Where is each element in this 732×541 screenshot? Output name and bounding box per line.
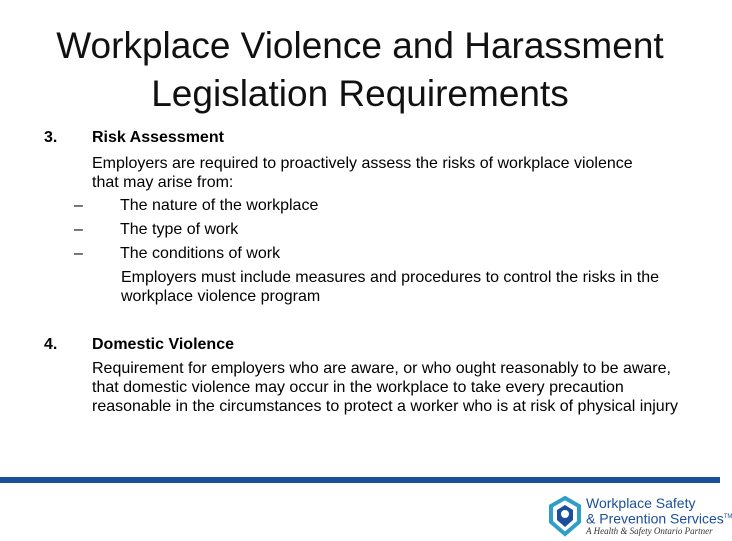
footer-rule — [0, 477, 720, 483]
slide-title — [30, 22, 690, 118]
wsps-logo — [548, 495, 732, 540]
logo-tagline: A Health & Safety Ontario Partner — [586, 526, 713, 536]
wsps-emblem-icon — [548, 496, 582, 536]
item-text-domestic-violence: Requirement for employers who are aware, or who ought reasonably to be aware, that domestic violence may occur in the workplace to take every precaution reasonable in the circumstances to protect a worker who is at risk of physical injury — [92, 360, 679, 415]
bullet-item: The nature of the workplace — [120, 197, 319, 214]
bullet-item: The conditions of work — [120, 245, 281, 262]
item-heading-domestic-violence: Domestic Violence — [92, 336, 234, 353]
title-line-1: Workplace Violence and Harassment — [56, 25, 664, 66]
logo-line-2-text: & Prevention Services — [586, 510, 724, 527]
bullet-item: The type of work — [120, 221, 239, 238]
item-number-3: 3. — [44, 129, 58, 146]
bullet-dash: – — [74, 221, 83, 238]
risk-assessment-note: Employers must include measures and procedures to control the risks in the workplace violence program — [121, 269, 660, 305]
logo-line-1: Workplace Safety — [586, 495, 696, 511]
logo-line-2 — [586, 510, 732, 526]
bullet-dash: – — [74, 197, 83, 214]
item-heading-risk-assessment: Risk Assessment — [92, 129, 224, 146]
item-text-risk-assessment: Employers are required to proactively assess the risks of workplace violence that may arise from: — [92, 155, 633, 191]
bullet-dash: – — [74, 245, 83, 262]
logo-tm: TM — [723, 514, 732, 520]
item-number-4: 4. — [44, 336, 58, 353]
logo-wordmark — [586, 496, 732, 526]
title-line-2: Legislation Requirements — [151, 73, 569, 114]
